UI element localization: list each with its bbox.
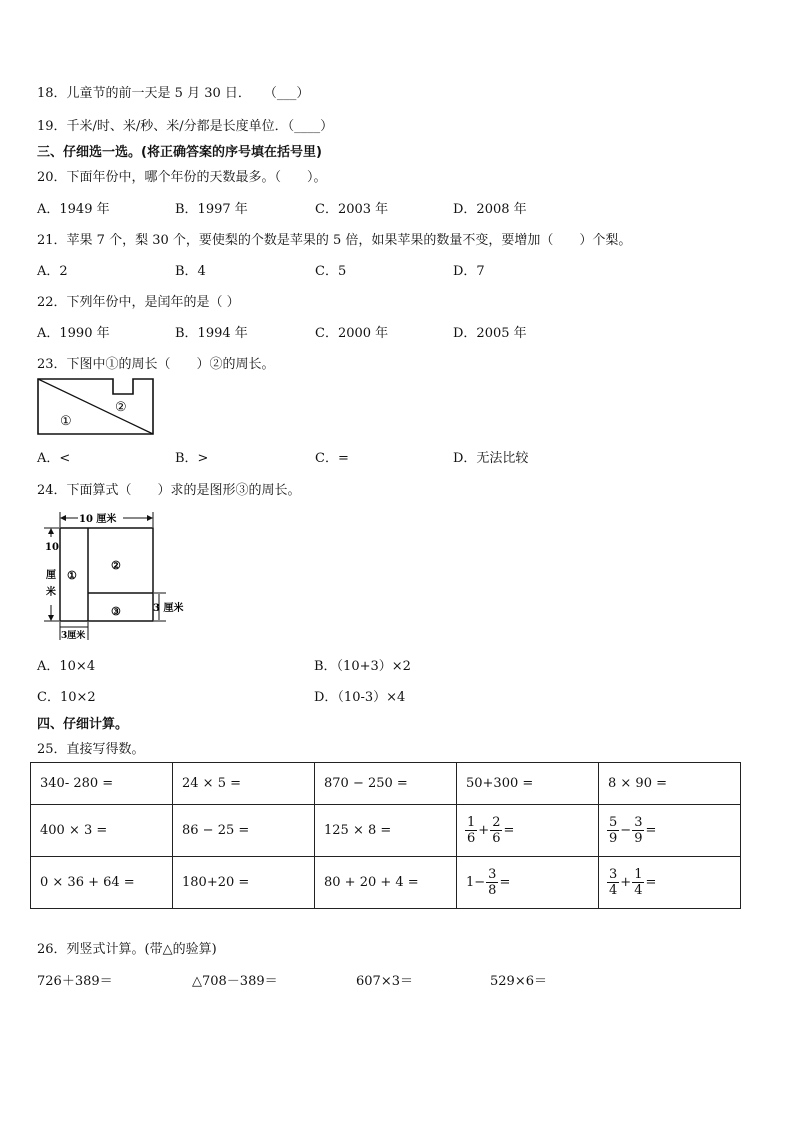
- q21-option-b: B．4: [175, 264, 206, 279]
- q26-item-3: 607×3＝: [356, 974, 413, 989]
- q23-label-2: ②: [115, 400, 127, 415]
- whole-minus: 1−: [466, 875, 486, 890]
- q20-option-a: A．1949 年: [37, 202, 110, 217]
- q22-option-c: C．2000 年: [315, 326, 389, 341]
- question-26-stem: 26．列竖式计算。(带△的验算): [37, 942, 217, 957]
- q24-figure: [38, 507, 194, 643]
- q23-figure: [36, 376, 156, 438]
- equals-sign: =: [503, 823, 515, 838]
- q24-top-label: 10 厘米: [79, 514, 117, 525]
- calc-cell: 0 × 36 + 64 =: [31, 857, 173, 909]
- question-21-stem: 21．苹果 7 个，梨 30 个，要使梨的个数是苹果的 5 倍，如果苹果的数量不变，要增加（ ）个梨。: [37, 233, 632, 248]
- q23-option-b: B．>: [175, 451, 209, 466]
- calc-cell: 80 + 20 + 4 =: [315, 857, 457, 909]
- calc-row-3: [31, 857, 741, 909]
- q24-option-d: D．（10-3）×4: [314, 690, 406, 705]
- q22-option-a: A．1990 年: [37, 326, 110, 341]
- q24-right-label: 3 厘米: [153, 603, 184, 614]
- q24-left-unit-2: 米: [46, 587, 56, 598]
- q23-diagonal: [38, 379, 153, 434]
- q24-left-num: 10: [45, 542, 59, 553]
- fraction: $\frac{5}{9}$: [609, 815, 618, 846]
- section-3-heading: 三、仔细选一选。(将正确答案的序号填在括号里): [37, 145, 322, 160]
- q20-option-b: B．1997 年: [175, 202, 248, 217]
- q22-option-d: D．2005 年: [453, 326, 527, 341]
- question-24-stem: 24．下面算式（ ）求的是图形③的周长。: [37, 483, 301, 498]
- q24-label-3: ③: [111, 605, 121, 618]
- q24-label-2: ②: [111, 559, 121, 572]
- q26-item-2: △708－389＝: [192, 974, 278, 989]
- q22-option-b: B．1994 年: [175, 326, 248, 341]
- q23-label-1: ①: [60, 414, 72, 429]
- calc-cell: 180+20 =: [173, 857, 315, 909]
- operator: +: [620, 875, 632, 890]
- question-22-stem: 22．下列年份中，是闰年的是（ ）: [37, 295, 240, 310]
- question-18: 18．儿童节的前一天是 5 月 30 日． （___）: [37, 86, 310, 101]
- q24-option-b: B．（10+3）×2: [314, 659, 411, 674]
- q23-option-c: C．=: [315, 451, 349, 466]
- q24-left-unit-1: 厘: [46, 570, 56, 581]
- q24-option-a: A．10×4: [37, 659, 96, 674]
- calc-cell-fraction: [457, 857, 599, 909]
- fraction: $\frac{1}{4}$: [634, 867, 643, 898]
- calc-row-1: [31, 763, 741, 805]
- fraction: $\frac{3}{8}$: [488, 867, 497, 898]
- operator: −: [620, 823, 632, 838]
- calc-cell: 50+300 =: [457, 763, 599, 805]
- calc-cell: 400 × 3 =: [31, 805, 173, 857]
- fraction: $\frac{3}{4}$: [609, 867, 618, 898]
- equals-sign: =: [645, 823, 657, 838]
- calc-table: [30, 762, 741, 909]
- q23-option-d: D．无法比较: [453, 451, 529, 466]
- q26-item-1: 726＋389＝: [37, 974, 113, 989]
- q26-item-4: 529×6＝: [490, 974, 547, 989]
- section-4-heading: 四、仔细计算。: [37, 717, 129, 732]
- calc-cell: 8 × 90 =: [599, 763, 741, 805]
- calc-cell: 86 − 25 =: [173, 805, 315, 857]
- calc-cell: 340- 280 =: [31, 763, 173, 805]
- question-20-stem: 20．下面年份中，哪个年份的天数最多。（ ）。: [37, 170, 327, 185]
- calc-cell: 24 × 5 =: [173, 763, 315, 805]
- q23-option-a: A．<: [37, 451, 71, 466]
- q24-option-c: C．10×2: [37, 690, 96, 705]
- question-19: 19．千米/时、米/秒、米/分都是长度单位．（____）: [37, 119, 334, 134]
- fraction: $\frac{3}{9}$: [634, 815, 643, 846]
- calc-row-2: [31, 805, 741, 857]
- calc-cell-fraction: [599, 857, 741, 909]
- calc-cell: 870 − 250 =: [315, 763, 457, 805]
- operator: +: [478, 823, 490, 838]
- question-23-stem: 23．下图中①的周长（ ）②的周长。: [37, 357, 275, 372]
- calc-cell: 125 × 8 =: [315, 805, 457, 857]
- equals-sign: =: [645, 875, 657, 890]
- q21-option-a: A．2: [37, 264, 68, 279]
- q24-label-1: ①: [67, 569, 77, 582]
- q21-option-c: C．5: [315, 264, 347, 279]
- q21-option-d: D．7: [453, 264, 485, 279]
- calc-cell-fraction: [599, 805, 741, 857]
- question-25-stem: 25．直接写得数。: [37, 742, 145, 757]
- calc-cell-fraction: [457, 805, 599, 857]
- q24-bottom-label: 3厘米: [61, 631, 86, 641]
- fraction: $\frac{2}{6}$: [492, 815, 501, 846]
- equals-sign: =: [499, 875, 511, 890]
- fraction: $\frac{1}{6}$: [467, 815, 476, 846]
- q20-option-d: D．2008 年: [453, 202, 527, 217]
- q20-option-c: C．2003 年: [315, 202, 389, 217]
